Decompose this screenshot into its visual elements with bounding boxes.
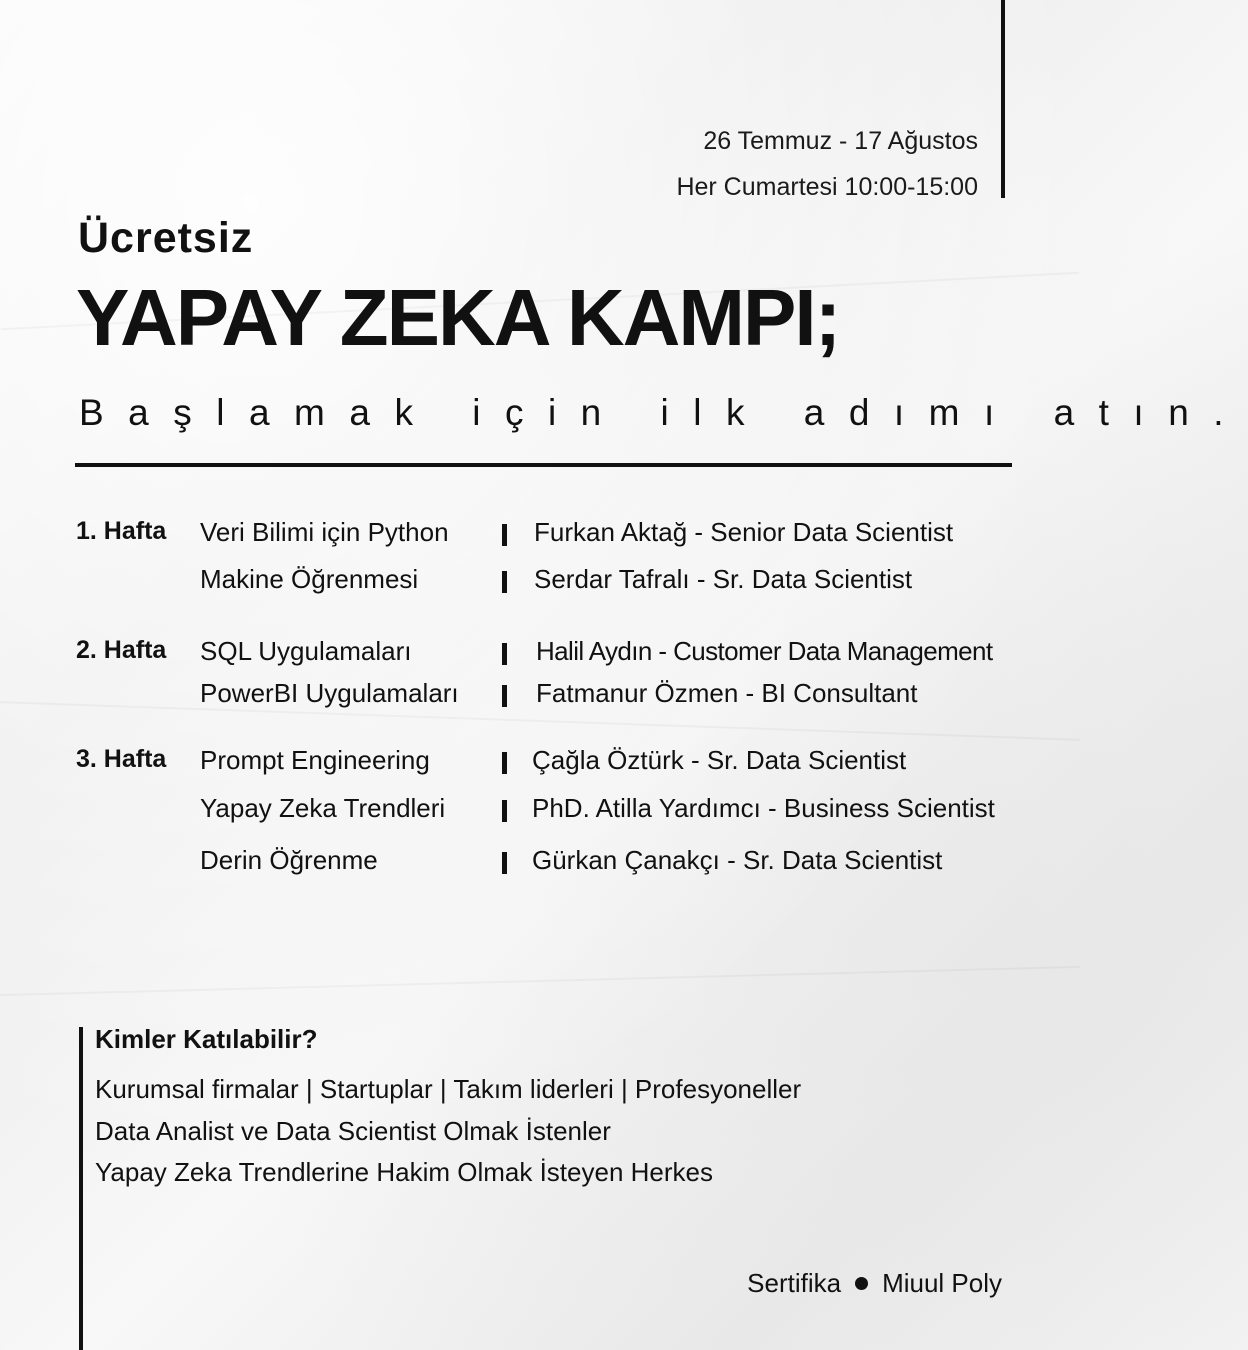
audience-line: Kurumsal firmalar | Startuplar | Takım liderleri | Profesyoneller	[95, 1074, 802, 1104]
brand-name: Miuul Poly	[882, 1268, 1002, 1298]
topic: Derin Öğrenme	[200, 845, 378, 875]
speaker: PhD. Atilla Yardımcı - Business Scientist	[532, 793, 995, 823]
separator-bar	[502, 800, 507, 822]
certificate-label: Sertifika	[747, 1268, 842, 1298]
separator-bar	[502, 524, 507, 546]
topic: PowerBI Uygulamaları	[200, 678, 459, 708]
speaker: Çağla Öztürk - Sr. Data Scientist	[532, 745, 907, 775]
schedule-row	[0, 793, 1080, 833]
schedule-row	[0, 564, 1080, 604]
topic: Veri Bilimi için Python	[200, 517, 449, 547]
week-label: 2. Hafta	[76, 636, 167, 664]
header-divider	[75, 463, 1012, 467]
speaker: Gürkan Çanakçı - Sr. Data Scientist	[532, 845, 943, 875]
bullet-dot-icon	[855, 1277, 868, 1290]
schedule-row	[0, 845, 1080, 885]
date-block	[676, 118, 978, 210]
top-divider-line	[1001, 0, 1005, 198]
page-title: YAPAY ZEKA KAMPI;	[76, 273, 840, 362]
topic: Prompt Engineering	[200, 745, 430, 775]
speaker: Fatmanur Özmen - BI Consultant	[536, 678, 918, 708]
footer	[747, 1268, 1002, 1299]
audience-divider-line	[79, 1027, 83, 1350]
week-label: 1. Hafta	[76, 517, 167, 545]
week-label: 3. Hafta	[76, 745, 167, 773]
schedule-row	[0, 517, 1080, 557]
free-label: Ücretsiz	[78, 214, 254, 262]
schedule-row	[0, 745, 1080, 785]
separator-bar	[502, 852, 507, 874]
separator-bar	[502, 643, 507, 665]
speaker: Serdar Tafralı - Sr. Data Scientist	[534, 564, 913, 594]
separator-bar	[502, 752, 507, 774]
schedule-row	[0, 636, 1080, 676]
audience-line: Yapay Zeka Trendlerine Hakim Olmak İsteyen Herkes	[95, 1157, 713, 1187]
audience-line: Data Analist ve Data Scientist Olmak İstenler	[95, 1116, 611, 1146]
speaker: Halil Aydın - Customer Data Management	[536, 636, 993, 666]
tagline: Başlamak için ilk adımı atın.	[79, 392, 1248, 433]
date-range: 26 Temmuz - 17 Ağustos	[703, 127, 978, 155]
separator-bar	[502, 685, 507, 707]
schedule-row	[0, 678, 1080, 718]
schedule: Her Cumartesi 10:00-15:00	[676, 173, 978, 201]
speaker: Furkan Aktağ - Senior Data Scientist	[534, 517, 954, 547]
topic: SQL Uygulamaları	[200, 636, 412, 666]
audience-title: Kimler Katılabilir?	[95, 1024, 318, 1054]
topic: Yapay Zeka Trendleri	[200, 793, 446, 823]
topic: Makine Öğrenmesi	[200, 564, 419, 594]
separator-bar	[502, 571, 507, 593]
